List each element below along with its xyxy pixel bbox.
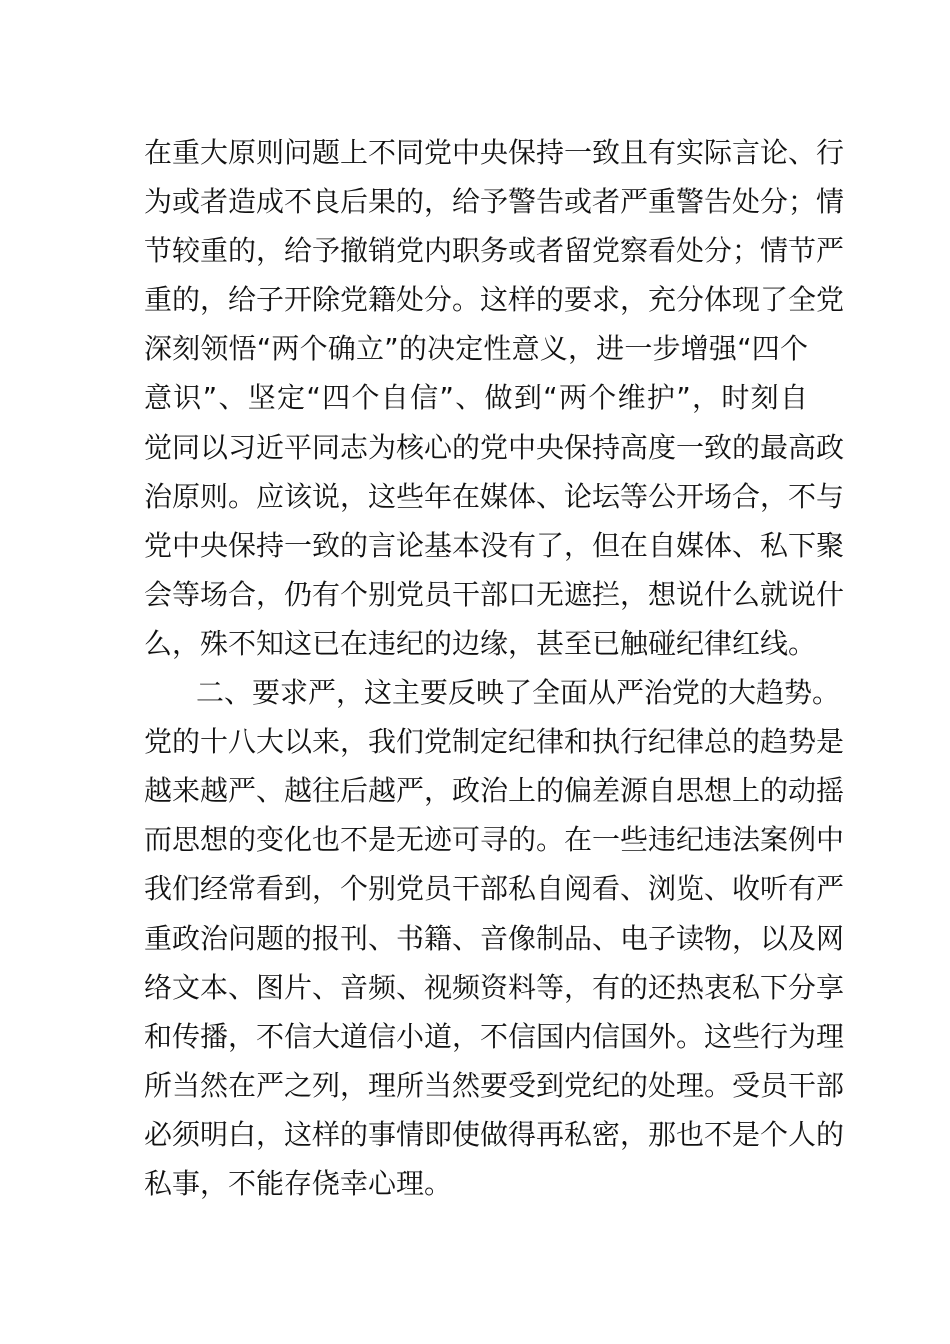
paragraph-end-line: 私事，不能存侥幸心理。: [144, 1166, 453, 1200]
text-line: 在重大原则问题上不同党中央保持一致且有实际言论、行: [144, 136, 845, 169]
body-text: [144, 128, 845, 1208]
text-line: 络文本、图片、音频、视频资料等，有的还热衷私下分享: [144, 970, 845, 1004]
text-line: 治原则。应该说，这些年在媒体、论坛等公开场合，不与: [144, 479, 845, 513]
text-line: 觉同以习近平同志为核心的党中央保持高度一致的最高政: [144, 430, 845, 464]
text-line: 重的，给子开除党籍处分。这样的要求，充分体现了全党: [144, 283, 845, 317]
text-line: 节较重的，给予撤销党内职务或者留党察看处分；情节严: [144, 234, 845, 268]
text-line: 为或者造成不良后果的，给予警告或者严重警告处分；情: [144, 185, 845, 219]
text-line: 意识”、坚定“四个自信”、做到“两个维护”，时刻自: [144, 381, 808, 415]
text-line: 我们经常看到，个别党员干部私自阅看、浏览、收听有严: [144, 872, 845, 906]
text-line: 所当然在严之列，理所当然要受到党纪的处理。受员干部: [144, 1068, 845, 1102]
text-line: 必须明白，这样的事情即使做得再私密，那也不是个人的: [144, 1117, 845, 1151]
paragraph-end-line: 么，殊不知这已在违纪的边缘，甚至已触碰纪律红线。: [144, 626, 817, 660]
section-heading-line: 二、要求严，这主要反映了全面从严治党的大趋势。: [196, 676, 841, 710]
text-line: 重政治问题的报刊、书籍、音像制品、电子读物，以及网: [144, 921, 845, 955]
text-line: 党中央保持一致的言论基本没有了，但在自媒体、私下聚: [144, 528, 845, 562]
text-line: 和传播，不信大道信小道，不信国内信国外。这些行为理: [144, 1019, 845, 1053]
text-line: 党的十八大以来，我们党制定纪律和执行纪律总的趋势是: [144, 725, 845, 759]
text-line: 越来越严、越往后越严，政治上的偏差源自思想上的动摇: [144, 774, 845, 808]
text-line: 会等场合，仍有个别党员干部口无遮拦，想说什么就说什: [144, 577, 845, 611]
text-line: 深刻领悟“两个确立”的决定性意义，进一步增强“四个: [144, 332, 808, 366]
text-line: 而思想的变化也不是无迹可寻的。在一些违纪违法案例中: [144, 823, 845, 857]
